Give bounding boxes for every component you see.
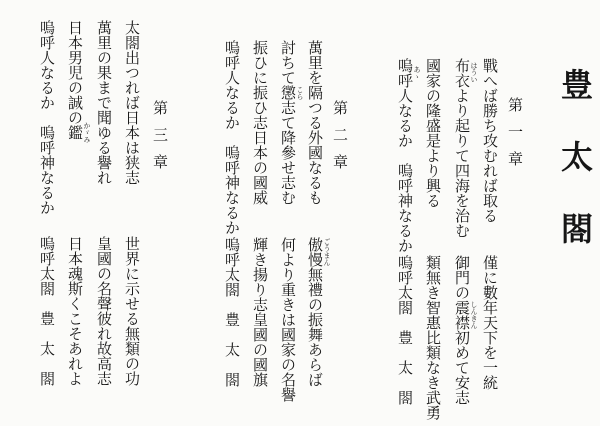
chapter-2-line-1-upper: 萬里を隔つる外國なるも [306,40,324,205]
chapter-3-line-1-lower: 世界に示せる無類の功 [123,236,141,386]
chapter-2-line-2-upper: 討ちて懲志て降參せ志む [279,40,297,205]
chapter-2-line-3-upper: 振ひに振ひ志日本の國威 [251,40,269,205]
chapter-1-heading: 第一章 [506,97,524,178]
chapter-1-line-2-lower: 御門の震襟初めて安志 [453,255,471,405]
chapter-1-line-1-lower: 僅に數年天下を一統 [481,255,499,390]
furigana-shinkin: しんきん [470,301,478,329]
document-title: 豊太閤 [556,68,594,284]
chapter-3-line-1-upper: 太閤出つれば日本は狭志 [123,20,141,185]
chapter-3-refrain-upper: 嗚呼人なるか 嗚呼神なるか [38,20,56,215]
chapter-3-line-3-lower: 日本魂斯くこそあれよ [66,236,84,386]
chapter-3-line-3-upper: 日本男児の誠の鑑 [66,20,84,140]
chapter-2-heading: 第二章 [331,100,349,181]
furigana-aa: あゝ [413,66,421,80]
furigana-kora: こら [296,86,304,100]
chapter-2-line-3-lower: 輝き揚り志皇國の國旗 [251,237,269,387]
furigana-gouman: ごうまん [323,238,331,266]
chapter-1-line-3-lower: 類無き智惠比類なき武勇 [424,255,442,420]
furigana-kagami: かゞみ [83,122,91,143]
chapter-3-refrain-lower: 嗚呼太閤 豊 太 閤 [38,236,56,386]
chapter-1-refrain-upper: 嗚呼人なるか 嗚呼神なるか [396,58,414,253]
chapter-3-line-2-lower: 皇國の名聲彼れ故高志 [95,236,113,386]
chapter-1-line-3-upper: 國家の隆盛是より興る [424,58,442,208]
furigana-hoi: はうい [470,62,478,83]
chapter-3-heading: 第三章 [151,100,169,181]
chapter-2-line-2-lower: 何より重きは國家の名譽 [279,237,297,402]
chapter-1-line-2-upper: 布衣より起りて四海を治む [453,58,471,238]
chapter-2-line-1-lower: 傲慢無禮の振舞あらば [306,237,324,387]
chapter-1-refrain-lower: 嗚呼太閤 豊 太 閤 [396,255,414,405]
chapter-2-refrain-lower: 嗚呼太閤 豊 太 閤 [223,237,241,387]
chapter-1-line-1-upper: 戰へば勝ち攻むれば取る [481,58,499,223]
chapter-2-refrain-upper: 嗚呼人なるか 嗚呼神なるか [223,40,241,235]
chapter-3-line-2-upper: 萬里の果まで聞ゆる譽れ [95,20,113,185]
